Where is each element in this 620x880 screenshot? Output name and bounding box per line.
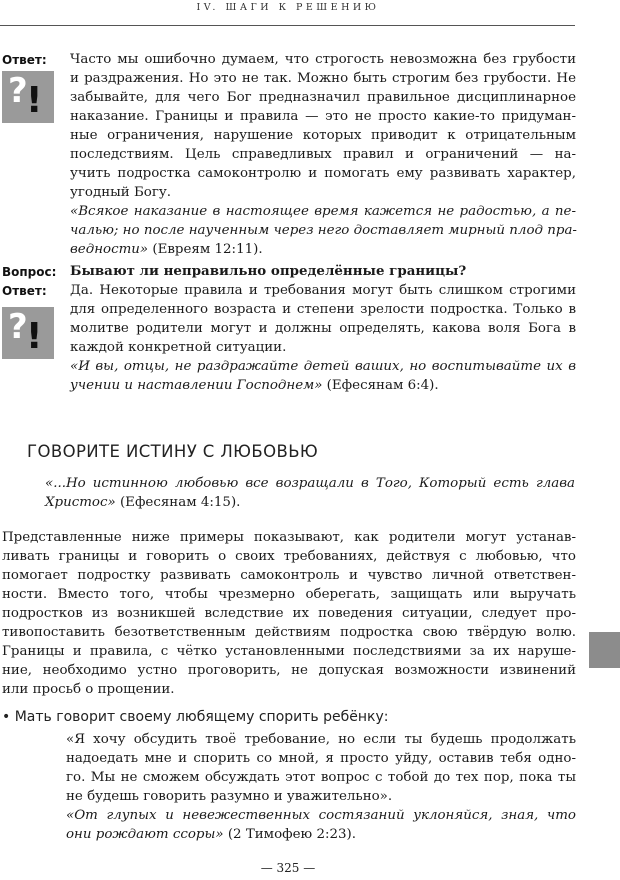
text-line: Часто мы ошибочно думаем, что строгость невозможна без грубости: [70, 52, 576, 67]
answer-text: [70, 281, 576, 395]
epigraph: [45, 474, 575, 512]
answer-label: Ответ:: [2, 284, 47, 298]
text-line: подростков из возникшей вследствие их поведения ситуации, следует про-: [2, 606, 576, 621]
quote-line: «Я хочу обсудить твоё требование, но если ты будешь продолжать: [66, 732, 576, 747]
question-exclamation-icon: ? !: [2, 307, 54, 359]
text-line: ные ограничения, нарушение которых приводит к отрицательным: [70, 128, 576, 143]
scripture-line: «От глупых и невежественных состязаний уклоняйся, зная, что: [66, 808, 576, 823]
example-quote: [66, 730, 576, 844]
text-line: наказание. Границы и правила — это не просто какие-то придуман-: [70, 109, 576, 124]
page-number: — 325 —: [260, 861, 316, 875]
text-line: для определенного возраста и степени зрелости подростка. Только в: [70, 302, 576, 317]
question-label: Вопрос:: [2, 265, 57, 279]
text-line: или просьб о прощении.: [2, 682, 175, 697]
text-line: тивопоставить безответственным действиям подростка свою твёрдую волю.: [2, 625, 576, 640]
text-line: последствиям. Цель справедливых правил и ограничений — на-: [70, 147, 576, 162]
text-line: ливать границы и говорить о своих требованиях, действуя с любовью, что: [2, 549, 576, 564]
body-paragraph: [2, 528, 576, 699]
quote-line: надоедать мне и спорить со мной, я просто уйду, оставив тебя одно-: [66, 751, 576, 766]
epigraph-reference: (Ефесянам 4:15).: [115, 495, 241, 510]
quote-line: не будешь говорить разумно и уважительно».: [66, 789, 393, 804]
scripture-reference: (2 Тимофею 2:23).: [223, 827, 357, 842]
scripture-line: учении и наставлении Господнем»: [70, 378, 323, 393]
quote-line: го. Мы не сможем обсуждать этот вопрос с тобой до тех пор, пока ты: [66, 770, 576, 785]
scripture-reference: (Евреям 12:11).: [148, 242, 263, 257]
scripture-line: они рождают ссоры»: [66, 827, 224, 842]
question-text: Бывают ли неправильно определённые границы?: [70, 263, 467, 279]
bullet-item: • Мать говорит своему любящему спорить ребёнку:: [2, 709, 389, 725]
text-line: Да. Некоторые правила и требования могут быть слишком строгими: [70, 283, 576, 298]
scripture-reference: (Ефесянам 6:4).: [322, 378, 439, 393]
section-title: ГОВОРИТЕ ИСТИНУ С ЛЮБОВЬЮ: [27, 442, 319, 461]
scripture-line: «И вы, отцы, не раздражайте детей ваших, но воспитывайте их в: [70, 359, 576, 374]
text-line: каждой конкретной ситуации.: [70, 340, 287, 355]
text-line: помогает подростку развивать самоконтроль и чувство личной ответствен-: [2, 568, 576, 583]
chapter-tab: [589, 632, 620, 668]
text-line: молитве родители могут и должны определять, какова воля Бога в: [70, 321, 576, 336]
text-line: учить подростка самоконтролю и помогать ему развивать характер,: [70, 166, 576, 181]
text-line: ние, необходимо устно проговорить, не допуская возможности извинений: [2, 663, 576, 678]
answer-text: [70, 50, 576, 259]
scripture-line: «Всякое наказание в настоящее время кажется не радостью, а пе-: [70, 204, 576, 219]
text-line: забывайте, для чего Бог предназначил правильное дисциплинарное: [70, 90, 576, 105]
running-header: IV. ШАГИ К РЕШЕНИЮ: [196, 2, 380, 13]
scripture-line: чалью; но после наученным через него доставляет мирный плод пра-: [70, 223, 577, 238]
text-line: Границы и правила, с чётко установленными последствиями за их наруше-: [2, 644, 576, 659]
answer-label: Ответ:: [2, 53, 47, 67]
question-exclamation-icon: ? !: [2, 71, 54, 123]
epigraph-line: «...Но истинною любовью все возращали в Того, Который есть глава: [45, 476, 575, 491]
text-line: ности. Вместо того, чтобы чрезмерно оберегать, защищать или выручать: [2, 587, 576, 602]
header-rule: [0, 25, 575, 26]
scripture-line: ведности»: [70, 242, 149, 257]
text-line: и раздражения. Но это не так. Можно быть строгим без грубости. Не: [70, 71, 576, 86]
epigraph-line: Христос»: [45, 495, 116, 510]
text-line: Представленные ниже примеры показывают, как родители могут устанав-: [2, 530, 576, 545]
text-line: угодный Богу.: [70, 185, 172, 200]
